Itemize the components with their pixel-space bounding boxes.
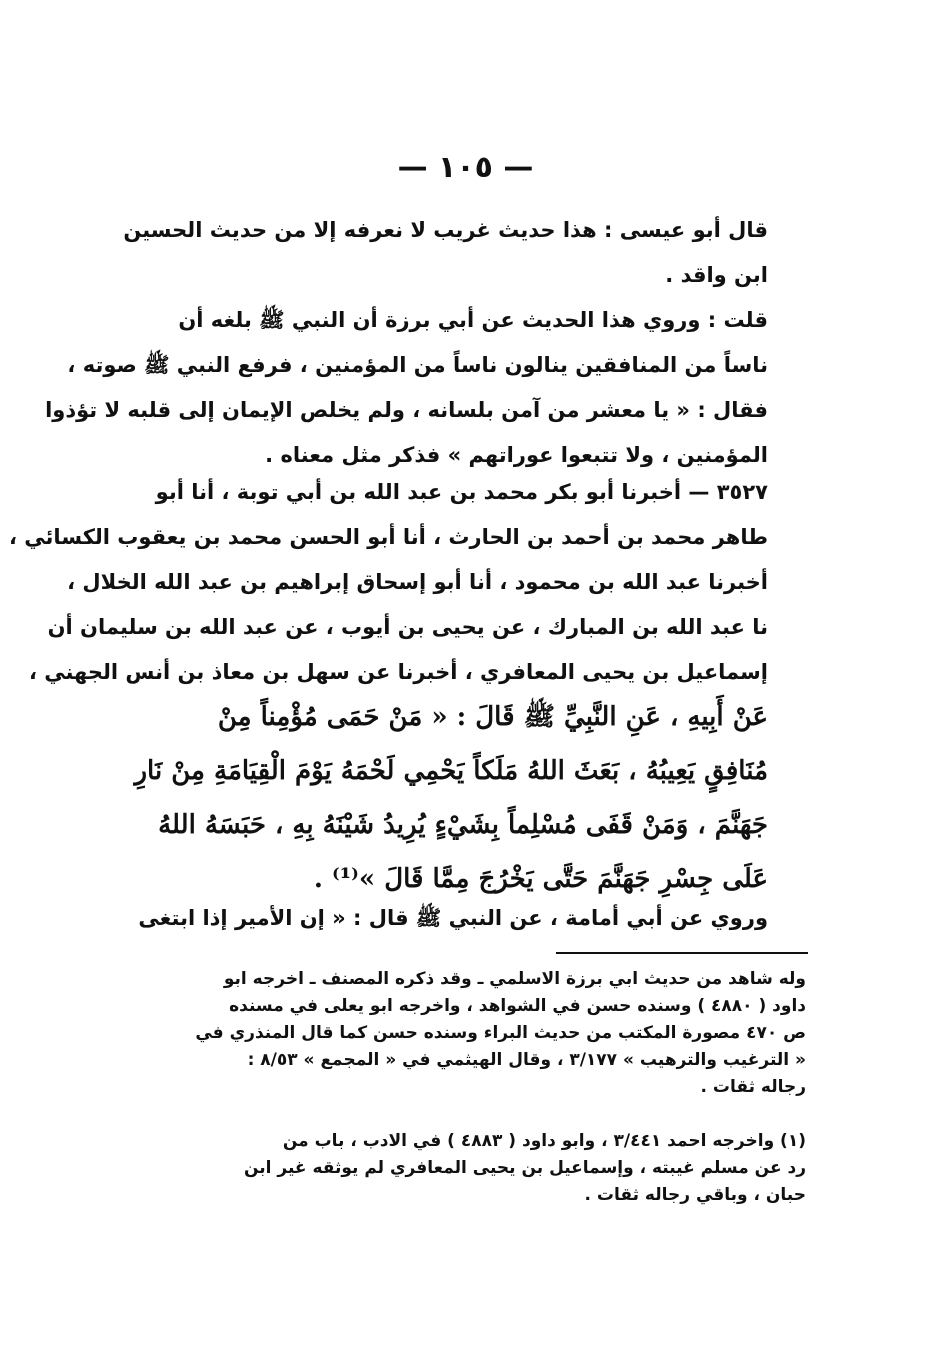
footnote-line: رد عن مسلم غيبته ، وإسماعيل بن يحيى المعافري لم يوثقه غير ابن: [243, 1158, 806, 1178]
footnote-line: داود ( ٤٨٨٠ ) وسنده حسن في الشواهد ، واخرجه ابو يعلى في مسنده: [229, 996, 806, 1016]
text-line: قال أبو عيسى : هذا حديث غريب لا نعرفه إلا من حديث الحسين: [123, 218, 768, 242]
paragraph-abu-barza: [45, 298, 768, 478]
paragraph-abu-umama: [138, 896, 768, 941]
footnote-line: رجاله ثقات .: [700, 1077, 806, 1097]
text-line: المؤمنين ، ولا تتبعوا عوراتهم » فذكر مثل معناه .: [265, 443, 768, 467]
hadith-line: عَلَى جِسْرِ جَهَنَّمَ حَتَّى يَخْرُجَ مِمَّا قَالَ »⁽¹⁾ .: [313, 864, 768, 894]
text-line: قلت : وروي هذا الحديث عن أبي برزة أن النبي ﷺ بلغه أن: [178, 308, 768, 332]
footnote-line: وله شاهد من حديث ابي برزة الاسلمي ـ وقد ذكره المصنف ـ اخرجه ابو: [223, 969, 806, 989]
footnote-separator: [556, 952, 808, 954]
page-number: — ١٠٥ —: [397, 150, 534, 185]
hadith-text: [134, 690, 768, 906]
text-line: ابن واقد .: [665, 263, 768, 287]
text-line: نا عبد الله بن المبارك ، عن يحيى بن أيوب ، عن عبد الله بن سليمان أن: [47, 615, 768, 639]
text-line: ناساً من المنافقين ينالون ناساً من المؤمنين ، فرفع النبي ﷺ صوته ،: [67, 353, 768, 377]
text-line: طاهر محمد بن أحمد بن الحارث ، أنا أبو الحسن محمد بن يعقوب الكسائي ،: [9, 525, 768, 549]
text-line: فقال : « يا معشر من آمن بلسانه ، ولم يخلص الإيمان إلى قلبه لا تؤذوا: [45, 398, 768, 422]
paragraph-isnad: [9, 470, 768, 695]
footnote-line: « الترغيب والترهيب » ٣/١٧٧ ، وقال الهيثمي في « المجمع » ٨/٥٣ :: [247, 1050, 806, 1070]
footnote-1: [166, 1128, 806, 1209]
footnote-line: (١) واخرجه احمد ٣/٤٤١ ، وابو داود ( ٤٨٨٣ ) في الادب ، باب من: [282, 1131, 806, 1151]
hadith-line: جَهَنَّمَ ، وَمَنْ قَفَى مُسْلِماً بِشَيْءٍ يُرِيدُ شَيْنَهُ بِهِ ، حَبَسَهُ اللهُ: [158, 810, 768, 840]
hadith-line: عَنْ أَبِيهِ ، عَنِ النَّبِيِّ ﷺ قَالَ : « مَنْ حَمَى مُؤْمِناً مِنْ: [217, 702, 768, 732]
hadith-line: مُنَافِقٍ يَعِيبُهُ ، بَعَثَ اللهُ مَلَكاً يَحْمِي لَحْمَهُ يَوْمَ الْقِيَامَةِ مِنْ نَارِ: [134, 756, 768, 786]
footnote-previous: [166, 966, 806, 1101]
paragraph-abu-isa: [123, 208, 768, 298]
footnote-line: حبان ، وباقي رجاله ثقات .: [584, 1185, 806, 1205]
text-line: أخبرنا عبد الله بن محمود ، أنا أبو إسحاق إبراهيم بن عبد الله الخلال ،: [67, 570, 768, 594]
footnote-line: ص ٤٧٠ مصورة المكتب من حديث البراء وسنده حسن كما قال المنذري في: [195, 1023, 806, 1043]
text-line: ٣٥٢٧ — أخبرنا أبو بكر محمد بن عبد الله بن أبي توبة ، أنا أبو: [155, 480, 768, 504]
text-line: إسماعيل بن يحيى المعافري ، أخبرنا عن سهل بن معاذ بن أنس الجهني ،: [28, 660, 768, 684]
text-line: وروي عن أبي أمامة ، عن النبي ﷺ قال : « إن الأمير إذا ابتغى: [138, 906, 768, 930]
